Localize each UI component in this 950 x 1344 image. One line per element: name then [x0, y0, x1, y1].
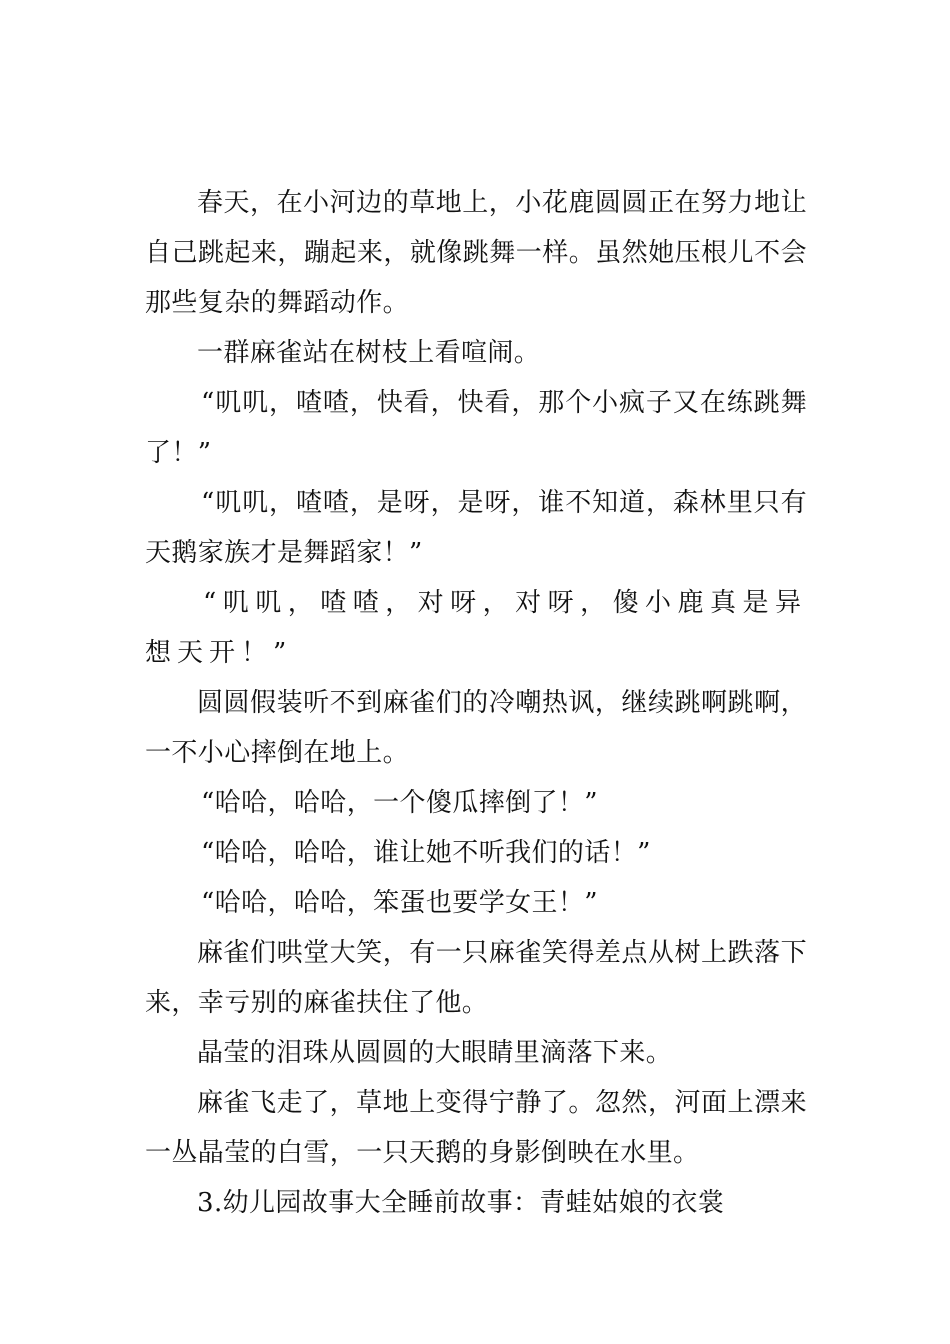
paragraph-3: “叽叽，喳喳，快看，快看，那个小疯子又在练跳舞了！”: [145, 388, 807, 468]
paragraph-10: 麻雀们哄堂大笑，有一只麻雀笑得差点从树上跌落下来，幸亏别的麻雀扶住了他。: [145, 938, 807, 1018]
paragraph-5: “叽叽，喳喳，对呀，对呀，傻小鹿真是异想天开！”: [145, 588, 807, 668]
paragraph-6: 圆圆假装听不到麻雀们的冷嘲热讽，继续跳啊跳啊，一不小心摔倒在地上。: [145, 688, 807, 768]
paragraph-12: 麻雀飞走了，草地上变得宁静了。忽然，河面上漂来一丛晶莹的白雪，一只天鹅的身影倒映在水里。: [145, 1088, 807, 1168]
paragraph-7: “哈哈，哈哈，一个傻瓜摔倒了！”: [201, 788, 598, 818]
paragraph-1: 春天，在小河边的草地上，小花鹿圆圆正在努力地让自己跳起来，蹦起来，就像跳舞一样。虽然她压根儿不会那些复杂的舞蹈动作。: [145, 188, 807, 318]
section-heading: 3.幼儿园故事大全睡前故事：青蛙姑娘的衣裳: [197, 1188, 725, 1218]
paragraph-9: “哈哈，哈哈，笨蛋也要学女王！”: [201, 888, 598, 918]
paragraph-4: “叽叽，喳喳，是呀，是呀，谁不知道，森林里只有天鹅家族才是舞蹈家！”: [145, 488, 807, 568]
document-page: [145, 178, 807, 1228]
paragraph-11: 晶莹的泪珠从圆圆的大眼睛里滴落下来。: [197, 1038, 673, 1068]
paragraph-2: 一群麻雀站在树枝上看喧闹。: [197, 338, 541, 368]
paragraph-8: “哈哈，哈哈，谁让她不听我们的话！”: [201, 838, 651, 868]
